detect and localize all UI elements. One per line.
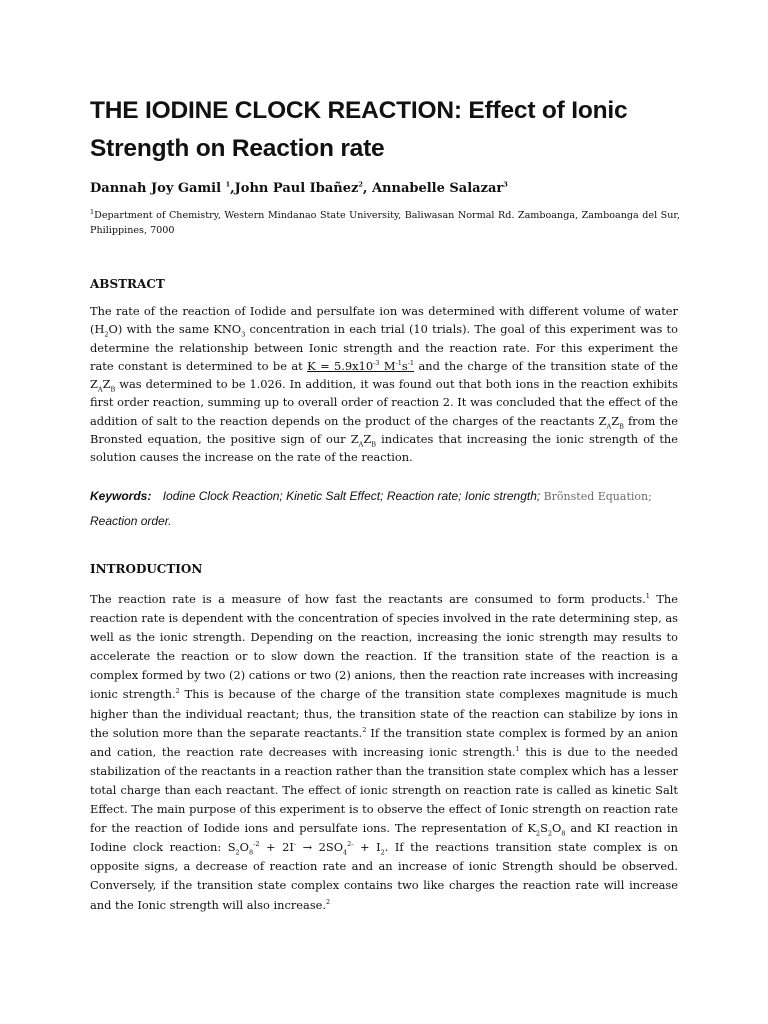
subscript: 4 [343, 848, 348, 857]
intro-text: and KI reaction in Iodine clock reaction: S [90, 821, 678, 855]
affiliation-mark: 1 [90, 207, 95, 216]
superscript: -2 [253, 840, 260, 849]
paper-title: THE IODINE CLOCK REACTION: Effect of Ionic Strength on Reaction rate [90, 97, 628, 162]
abstract-text: O) with the same KNO [108, 322, 242, 337]
intro-text: this is due to the needed stabilization of the reactants in a reaction rather than the transition state complex which has a lesser total charge than each reactant. The effect of ionic strength on reaction rate is called as kinetic Salt Effect. The main purpose of this experiment is to observe the effect of Ionic strength on reaction rate for the reaction of Iodide ions and persulfate ions. The representation of K [90, 744, 678, 836]
intro-text: If the transition state complex is formed by an anion and cation, the reaction rate decreases with increasing ionic strength. [90, 725, 679, 759]
citation-mark: 2 [326, 897, 331, 906]
subscript: A [606, 422, 612, 431]
abstract-text: concentration in each trial (10 trials). The goal of this experiment was to determine the relationship between Ionic strength and the reaction rate. For this experiment the rate constant is determined to be at [90, 322, 678, 373]
subscript: B [110, 385, 116, 394]
intro-text: The reaction rate is a measure of how fast the reactants are consumed to form products. [90, 592, 646, 606]
superscript: 2- [347, 840, 354, 849]
author-list [90, 180, 680, 198]
keywords-end: Reaction order. [90, 514, 172, 528]
subscript: A [97, 385, 103, 394]
abstract-heading: ABSTRACT [90, 277, 165, 291]
abstract-text: Z [102, 377, 111, 392]
subscript: 2 [535, 829, 541, 838]
author-name: Annabelle Salazar [371, 181, 504, 196]
author-separator: , [362, 181, 372, 196]
keywords [90, 484, 680, 533]
rate-constant [307, 359, 414, 373]
equation-text: + 2I [259, 840, 294, 855]
abstract-text: Z [611, 413, 620, 428]
subscript: 3 [241, 330, 246, 339]
subscript: A [358, 440, 364, 449]
superscript: -1 [407, 359, 415, 368]
abstract-text: Z [363, 432, 372, 447]
rate-constant-unit: s [401, 358, 408, 373]
keywords-label: Keywords: [90, 489, 152, 503]
keywords-grey: Brõnsted Equation; [543, 490, 652, 503]
author-affiliation-mark: 2 [358, 180, 363, 189]
citation-mark: 1 [515, 744, 520, 753]
abstract-text: The rate of the reaction of Iodide and persulfate ion was determined with different volume of water (H [90, 304, 678, 337]
rate-constant-value: K = 5.9x10 [307, 358, 374, 373]
author-separator: , [230, 181, 235, 196]
rate-constant-unit: M [379, 358, 396, 373]
author-name: John Paul Ibañez [234, 181, 359, 196]
subscript: 2 [235, 848, 240, 857]
intro-text: S [540, 821, 548, 836]
author-affiliation-mark: 3 [503, 180, 508, 189]
author-name: Dannah Joy Gamil [90, 181, 226, 196]
subscript: 2 [547, 829, 553, 838]
abstract-text: and the charge of the transition state of the Z [90, 358, 678, 392]
abstract-paragraph [90, 302, 678, 467]
intro-text: The reaction rate is dependent with the concentration of species involved in the rate determining step, as well as the ionic strength. Depending on the reaction, increasing the ionic strength may results to accelerate the reaction or to slow down the reaction. If the transition state of the reaction is a complex formed by two (2) cations or two (2) anions, then the reaction rate increases with increasing ionic strength. [90, 592, 678, 702]
superscript: -3 [373, 359, 380, 368]
equation-text: O [239, 840, 250, 855]
abstract-text: was determined to be 1.026. In addition, it was found out that both ions in the reaction exhibits first order reaction, summing up to overall order of reaction 2. It was concluded that the effect of the addition of salt to the reaction depends on the product of the charges of the reactants Z [90, 377, 678, 428]
intro-text: This is because of the charge of the transition state complexes magnitude is much higher than the individual reactant; thus, the transition state of the reaction can stabilize by ions in the solution more than the separate reactants. [90, 687, 678, 740]
introduction-paragraph [90, 590, 678, 915]
subscript: 8 [561, 829, 566, 838]
intro-text: O [552, 821, 562, 836]
subscript: 8 [249, 848, 254, 857]
author-affiliation-mark: 1 [225, 180, 231, 189]
citation-mark: 1 [645, 592, 650, 601]
abstract-text: indicates that increasing the ionic strength of the solution causes the increase on the rate of the reaction. [90, 432, 679, 465]
subscript: B [619, 422, 624, 431]
equation-text: + I [353, 840, 381, 855]
citation-mark: 2 [175, 687, 180, 696]
affiliation-text: Department of Chemistry, Western Mindanao State University, Baliwasan Normal Rd. Zamboanga, Zamboanga del Sur, Philippines, 7000 [90, 210, 680, 236]
subscript: 2 [104, 330, 109, 339]
keywords-list: Iodine Clock Reaction; Kinetic Salt Effect; Reaction rate; Ionic strength; [162, 489, 541, 503]
superscript: - [293, 840, 297, 849]
subscript: B [371, 440, 377, 449]
author-affiliation [90, 208, 680, 238]
subscript: 2 [380, 848, 385, 857]
abstract-text: from the Bronsted equation, the positive sign of our Z [90, 413, 679, 447]
equation-arrow: → 2SO [296, 840, 344, 855]
introduction-heading: INTRODUCTION [90, 562, 203, 576]
citation-mark: 2 [362, 725, 367, 734]
intro-text: . If the reactions transition state complex is on opposite signs, a decrease of reaction rate and an increase of ionic Strength should be observed. Conversely, if the transition state complex contains two like charges the reaction rate will increase and the Ionic strength will also increase. [90, 840, 678, 912]
superscript: -1 [395, 359, 402, 368]
